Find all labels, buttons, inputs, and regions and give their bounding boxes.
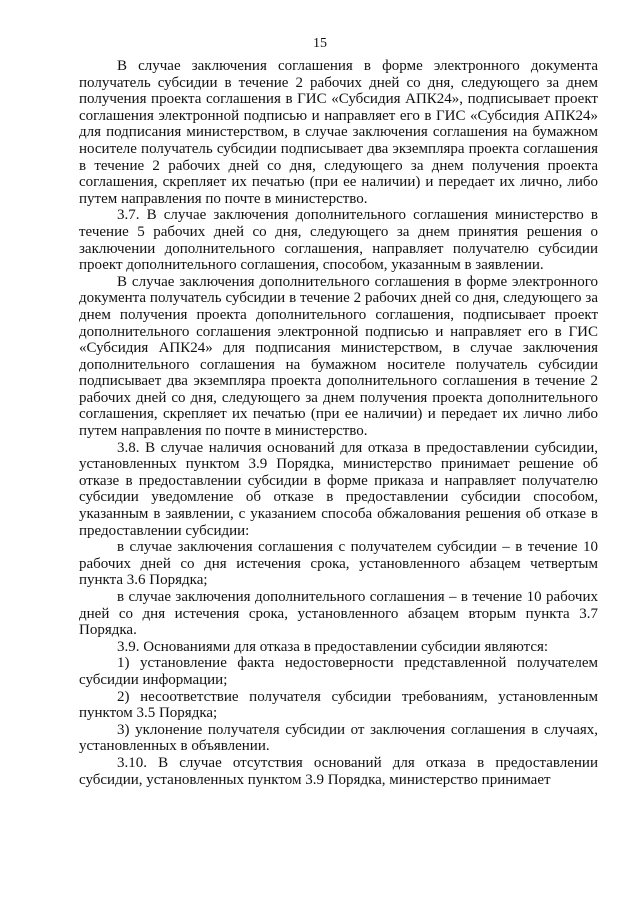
paragraph-3-8-refusal-decision: 3.8. В случае наличия оснований для отказа в предоставлении субсидии, установленных пунктом 3.9 Порядка, министерство принимает решение об отказе в предоставлении субсидии в форме приказа и направляет получателю субсидии уведомление об отказе в предоставлении субсидии способом, указанным в заявлении, с указанием способа обжалования решения об отказе в предоставлении субсидии: <box>79 439 598 539</box>
paragraph-refusal-term-agreement: в случае заключения соглашения с получателем субсидии – в течение 10 рабочих дней со дня истечения срока, установленного абзацем четвертым пункта 3.6 Порядка; <box>79 539 598 589</box>
paragraph-ground-1: 1) установление факта недостоверности представленной получателем субсидии информации; <box>79 655 598 688</box>
document-body <box>79 58 598 788</box>
paragraph-3-9-refusal-grounds: 3.9. Основаниями для отказа в предоставлении субсидии являются: <box>117 638 549 655</box>
page-number: 15 <box>313 36 327 51</box>
paragraph-electronic-additional-agreement-signing: В случае заключения дополнительного соглашения в форме электронного документа получатель субсидии в течение 2 рабочих дней со дня, следующего за днем получения проекта дополнительного соглашения, подписывает проект дополнительного соглашения электронной подписью и направляет его в ГИС «Субсидия АПК24» для подписания министерством, в случае заключения дополнительного соглашения на бумажном носителе получатель субсидии подписывает два экземпляра проекта дополнительного соглашения в течение 2 рабочих дней со дня, следующего за днем получения проекта дополнительного соглашения, скрепляет их печатью (при ее наличии) и передает их лично либо путем направления по почте в министерство. <box>79 273 598 440</box>
paragraph-3-10-no-grounds: 3.10. В случае отсутствия оснований для отказа в предоставлении субсидии, установленных пунктом 3.9 Порядка, министерство принимает <box>79 754 598 788</box>
paragraph-ground-2: 2) несоответствие получателя субсидии требованиям, установленным пунктом 3.5 Порядка; <box>79 688 598 722</box>
paragraph-electronic-agreement-signing: В случае заключения соглашения в форме электронного документа получатель субсидии в течение 2 рабочих дней со дня, следующего за днем получения проекта соглашения в ГИС «Субсидия АПК24», подписывает проект соглашения электронной подписью и направляет его в ГИС «Субсидия АПК24» для подписания министерством, в случае заключения соглашения на бумажном носителе получатель субсидии подписывает два экземпляра проекта соглашения в течение 2 рабочих дней со дня, следующего за днем получения проекта соглашения, скрепляет их печатью (при ее наличии) и передает их лично, либо путем направления по почте в министерство. <box>79 58 598 207</box>
paragraph-3-7-additional-agreement: 3.7. В случае заключения дополнительного соглашения министерство в течение 5 рабочих дней со дня, следующего за днем принятия решения о заключении дополнительного соглашения, направляет получателю субсидии проект дополнительного соглашения, способом, указанным в заявлении. <box>79 207 598 274</box>
paragraph-refusal-term-additional-agreement: в случае заключения дополнительного соглашения – в течение 10 рабочих дней со дня истечения срока, установленного абзацем вторым пункта 3.7 Порядка. <box>79 589 598 639</box>
paragraph-ground-3: 3) уклонение получателя субсидии от заключения соглашения в случаях, установленных в объявлении. <box>79 721 598 755</box>
